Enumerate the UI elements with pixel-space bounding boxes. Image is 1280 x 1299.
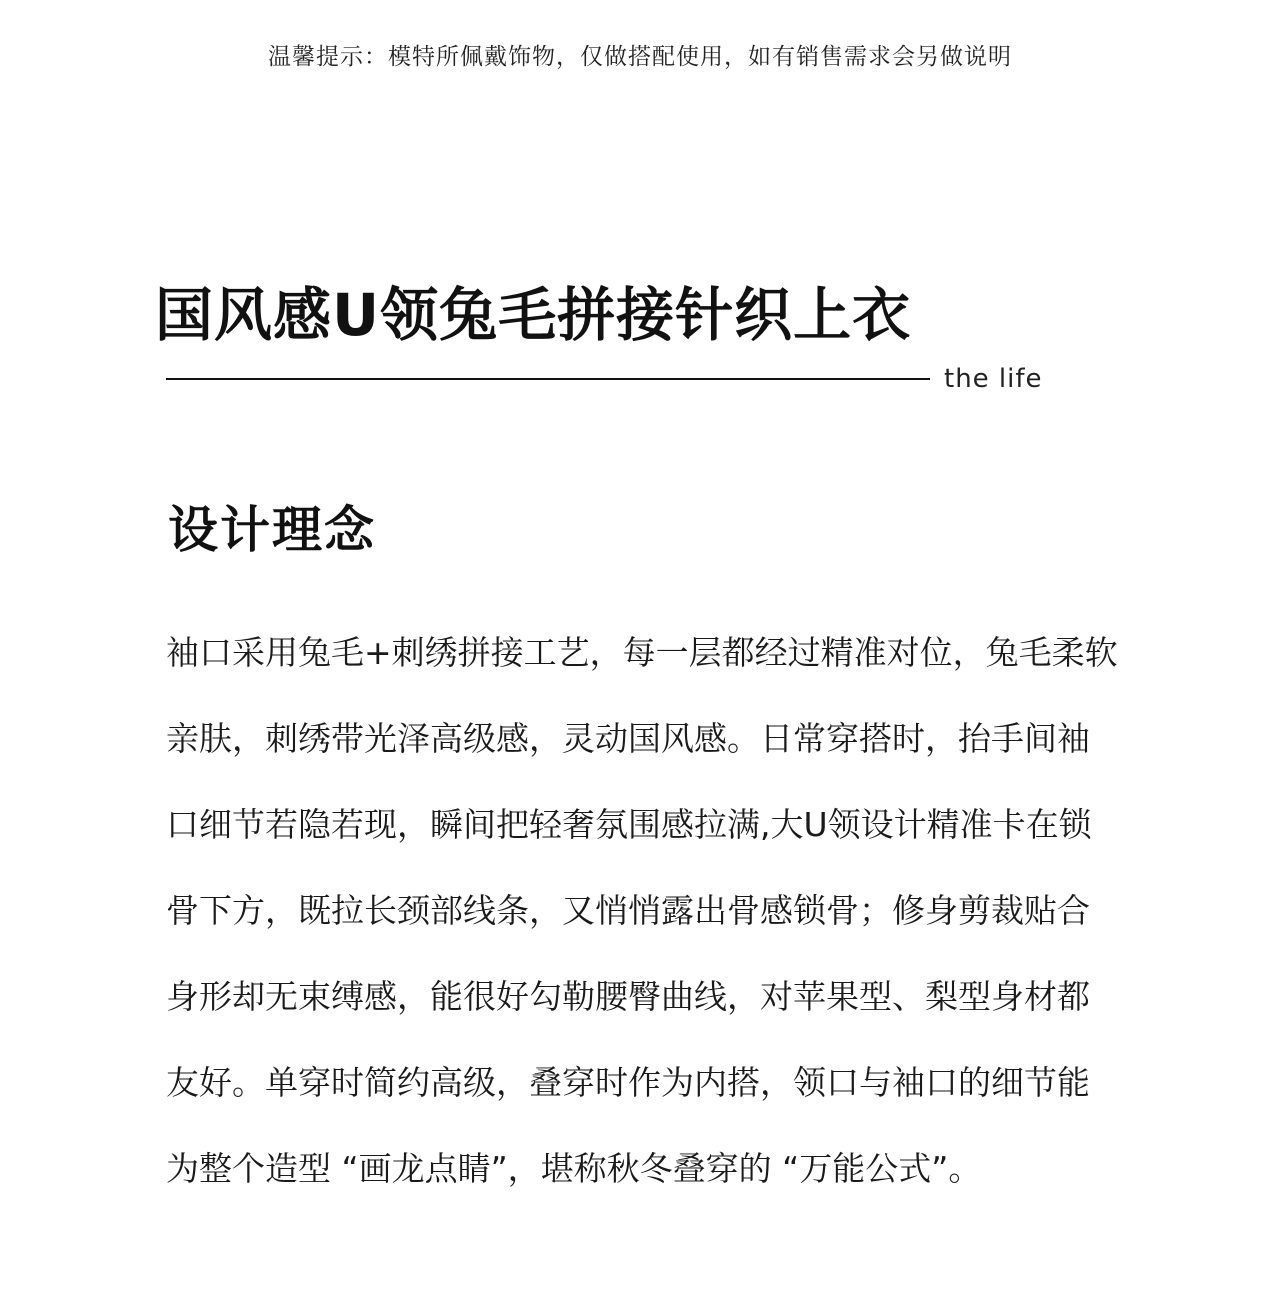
description-line: 身形却无束缚感，能很好勾勒腰臀曲线，对苹果型、梨型身材都 [166,977,1090,1016]
model-accessory-notice: 温馨提示：模特所佩戴饰物，仅做搭配使用，如有销售需求会另做说明 [268,44,1012,70]
product-title: 国风感U领兔毛拼接针织上衣 [155,281,912,349]
description-line: 口细节若隐若现，瞬间把轻奢氛围感拉满,大U领设计精准卡在锁 [166,805,1092,844]
title-divider [166,378,930,380]
description-line: 袖口采用兔毛+刺绣拼接工艺，每一层都经过精准对位，兔毛柔软 [166,633,1118,672]
description-line: 亲肤，刺绣带光泽高级感，灵动国风感。日常穿搭时，抬手间袖 [166,719,1090,758]
tagline: the life [944,364,1043,394]
section-heading: 设计理念 [168,501,376,559]
description-line: 为整个造型 “画龙点睛”，堪称秋冬叠穿的 “万能公式”。 [166,1149,982,1188]
description-line: 友好。单穿时简约高级，叠穿时作为内搭，领口与袖口的细节能 [166,1063,1090,1102]
description-line: 骨下方，既拉长颈部线条，又悄悄露出骨感锁骨；修身剪裁贴合 [166,891,1090,930]
design-description [166,610,1256,1212]
